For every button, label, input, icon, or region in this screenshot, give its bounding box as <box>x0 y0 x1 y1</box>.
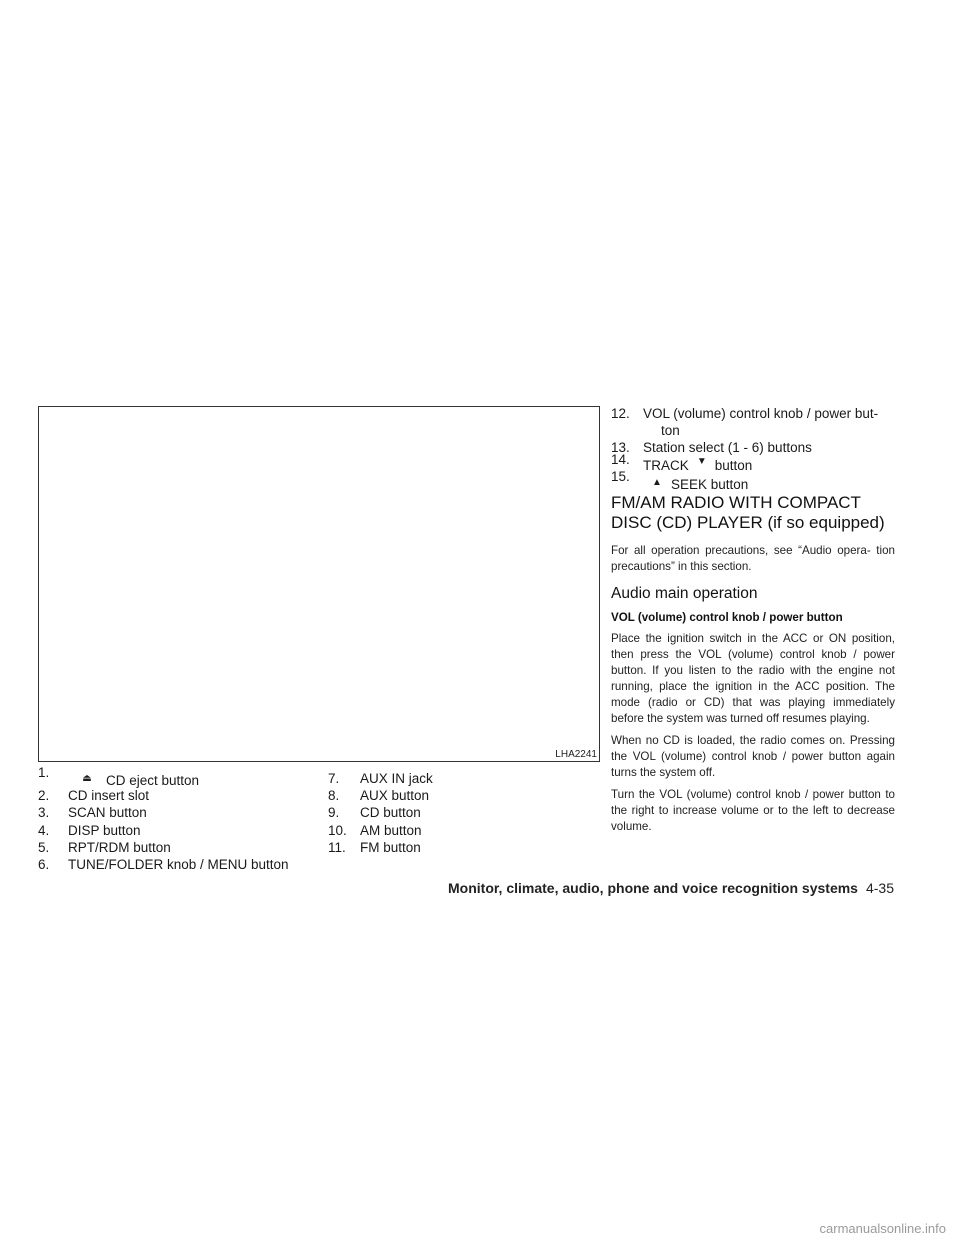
item-text-line1: VOL (volume) control knob / power but- <box>643 406 879 421</box>
figure-id: LHA2241 <box>555 749 597 760</box>
list-item <box>611 451 895 474</box>
footer-section-title: Monitor, climate, audio, phone and voice recognition systems <box>448 880 858 896</box>
section-title <box>611 493 895 533</box>
item-number: 15. <box>611 468 630 484</box>
list-item <box>611 439 895 456</box>
item-text: AUX IN jack <box>360 771 433 786</box>
down-triangle-icon: ▼ <box>696 455 707 467</box>
page-number: 4-35 <box>865 880 894 896</box>
item-text: CD button <box>360 805 421 821</box>
eject-icon: ⏏ <box>82 773 92 784</box>
item-number: 9. <box>328 805 340 821</box>
item-number: 11. <box>328 839 346 855</box>
item-text: FM button <box>360 839 421 855</box>
page-footer <box>448 880 894 896</box>
item-number: 4. <box>38 822 50 838</box>
list-item <box>328 822 588 839</box>
callout-list-col2 <box>328 770 588 856</box>
list-item <box>38 856 318 873</box>
item-text: AUX button <box>360 788 430 804</box>
list-item <box>328 839 588 856</box>
callout-list-col3 <box>611 405 895 491</box>
section-content <box>611 493 895 841</box>
item-text: button <box>714 457 753 473</box>
item-number: 2. <box>38 788 50 804</box>
item-text: CD insert slot <box>68 788 150 804</box>
item-text: TUNE/FOLDER knob / MENU button <box>68 857 289 873</box>
list-item <box>38 804 318 821</box>
section-title-line2: DISC (CD) PLAYER (if so equipped) <box>611 513 885 532</box>
item-text: SCAN button <box>68 805 147 821</box>
up-triangle-icon: ▲ <box>652 476 662 488</box>
item-text: SEEK button <box>671 476 749 492</box>
item-text <box>643 405 878 439</box>
item-number: 13. <box>611 440 630 456</box>
item-number: 5. <box>38 839 50 855</box>
callout-list-col1 <box>38 765 318 873</box>
intro-paragraph: For all operation precautions, see “Audio opera- tion precautions” in this section. <box>611 544 895 573</box>
item-text: DISP button <box>68 822 141 838</box>
paragraph: Place the ignition switch in the ACC or ON position, then press the VOL (volume) control knob / power button. If you listen to the radio with the engine not running, place the ignition in the ACC position. The mode (radio or CD) that was playing immediately before the system was turned off resumes playing. <box>611 632 895 725</box>
item-number: 3. <box>38 805 50 821</box>
item-text: RPT/RDM button <box>68 839 171 855</box>
item-number: 7. <box>328 771 340 786</box>
item-number: 6. <box>38 857 50 873</box>
item-number: 14. <box>611 451 630 467</box>
list-item <box>328 804 588 821</box>
list-item <box>611 468 895 492</box>
item-text: AM button <box>360 822 422 838</box>
paragraph: When no CD is loaded, the radio comes on. Pressing the VOL (volume) control knob / power button again turns the system off. <box>611 734 895 779</box>
figure-illustration <box>38 406 600 762</box>
list-item <box>328 787 588 804</box>
item-number: 1. <box>38 765 50 780</box>
list-item <box>328 770 588 787</box>
item-text-prefix: TRACK <box>643 457 689 473</box>
section-title-line1: FM/AM RADIO WITH COMPACT <box>611 493 861 512</box>
list-item <box>38 822 318 839</box>
watermark: carmanualsonline.info <box>819 1221 946 1236</box>
subheading: Audio main operation <box>611 585 758 602</box>
item-number: 8. <box>328 788 340 804</box>
sub-subheading: VOL (volume) control knob / power button <box>611 611 843 624</box>
item-number: 10. <box>328 822 347 838</box>
list-item <box>38 765 318 788</box>
list-item <box>38 787 318 804</box>
paragraph: Turn the VOL (volume) control knob / power button to the right to increase volume or to the left to decrease volume. <box>611 788 895 833</box>
item-text: Station select (1 - 6) buttons <box>643 440 812 456</box>
item-number: 12. <box>611 406 630 421</box>
list-item <box>611 405 895 439</box>
item-text-line2: ton <box>661 423 680 439</box>
item-text: CD eject button <box>106 773 200 788</box>
list-item <box>38 839 318 856</box>
